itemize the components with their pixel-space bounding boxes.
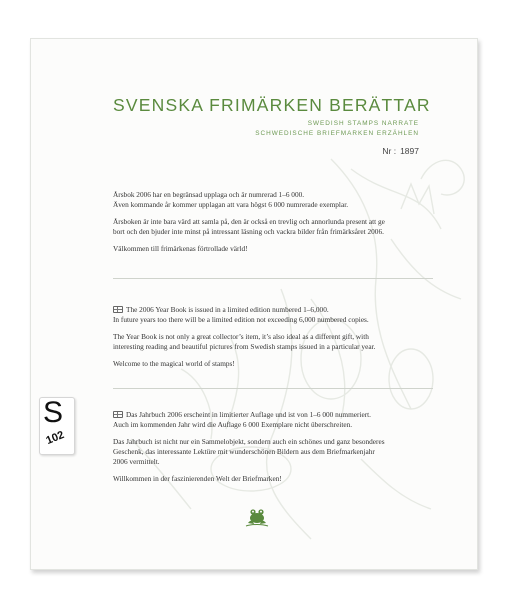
german-flag-icon bbox=[113, 411, 123, 418]
frog-logo-icon bbox=[244, 505, 270, 527]
text-line: 2006 vermittelt. bbox=[113, 457, 160, 466]
swedish-paragraph-3: Välkommen till frimärkenas förtrollade värld! bbox=[113, 244, 248, 253]
sticker-number: 102 bbox=[44, 428, 66, 448]
inventory-sticker bbox=[39, 397, 75, 455]
text-line: Geschenk, das interessante Lektüre mit wunderschönen Bildern aus dem Briefmarkenjahr bbox=[113, 447, 375, 456]
subtitle-german: SCHWEDISCHE BRIEFMARKEN ERZÄHLEN bbox=[255, 130, 419, 137]
german-paragraph-1 bbox=[113, 410, 433, 430]
serial-number-label: Nr : bbox=[382, 146, 397, 156]
text-line: bort och den bjuder inte minst på intressant läsning och vackra bilder från frimärksåret 2006. bbox=[113, 227, 384, 236]
text-line: interesting reading and beautiful pictures from Swedish stamps issued in a particular year. bbox=[113, 342, 376, 351]
text-line: In future years too there will be a limited edition not exceeding 6,000 numbered copies. bbox=[113, 315, 369, 324]
german-text-block bbox=[113, 410, 433, 491]
page-title: SVENSKA FRIMÄRKEN BERÄTTAR bbox=[113, 95, 431, 115]
swedish-paragraph-1 bbox=[113, 190, 433, 210]
serial-number-value: 1897 bbox=[400, 146, 419, 156]
divider bbox=[113, 278, 433, 279]
text-line: Årsbok 2006 har en begränsad upplaga och är numrerad 1–6 000. bbox=[113, 190, 305, 199]
subtitle-english: SWEDISH STAMPS NARRATE bbox=[307, 120, 419, 127]
english-paragraph-1 bbox=[113, 305, 433, 325]
sticker-letter: S bbox=[43, 396, 64, 429]
text-line: Även kommande år kommer upplagan att vara högst 6 000 numrerade exemplar. bbox=[113, 200, 349, 209]
divider bbox=[113, 388, 433, 389]
uk-flag-icon bbox=[113, 306, 123, 313]
german-paragraph-2 bbox=[113, 437, 433, 467]
text-line: The Year Book is not only a great collector’s item, it’s also ideal as a different gift, with bbox=[113, 332, 369, 341]
swedish-text-block bbox=[113, 190, 433, 261]
text-line: Das Jahrbuch 2006 erscheint in limitierter Auflage und ist von 1–6 000 nummeriert. bbox=[126, 410, 372, 419]
text-line: Årsboken är inte bara värd att samla på, den är också en trevlig och annorlunda present att ge bbox=[113, 217, 385, 226]
text-line: Auch im kommenden Jahr wird die Auflage 6 000 Exemplare nicht überschreiten. bbox=[113, 420, 353, 429]
swedish-paragraph-2 bbox=[113, 217, 433, 237]
german-paragraph-3: Willkommen in der faszinierenden Welt der Briefmarken! bbox=[113, 474, 282, 483]
serial-number bbox=[382, 146, 419, 156]
text-line: Das Jahrbuch ist nicht nur ein Sammelobjekt, sondern auch ein schönes und ganz besonderes bbox=[113, 437, 385, 446]
certificate-page bbox=[30, 38, 478, 570]
text-line: The 2006 Year Book is issued in a limited edition numbered 1–6,000. bbox=[126, 305, 329, 314]
english-paragraph-2 bbox=[113, 332, 433, 352]
english-paragraph-3: Welcome to the magical world of stamps! bbox=[113, 359, 235, 368]
english-text-block bbox=[113, 305, 433, 376]
